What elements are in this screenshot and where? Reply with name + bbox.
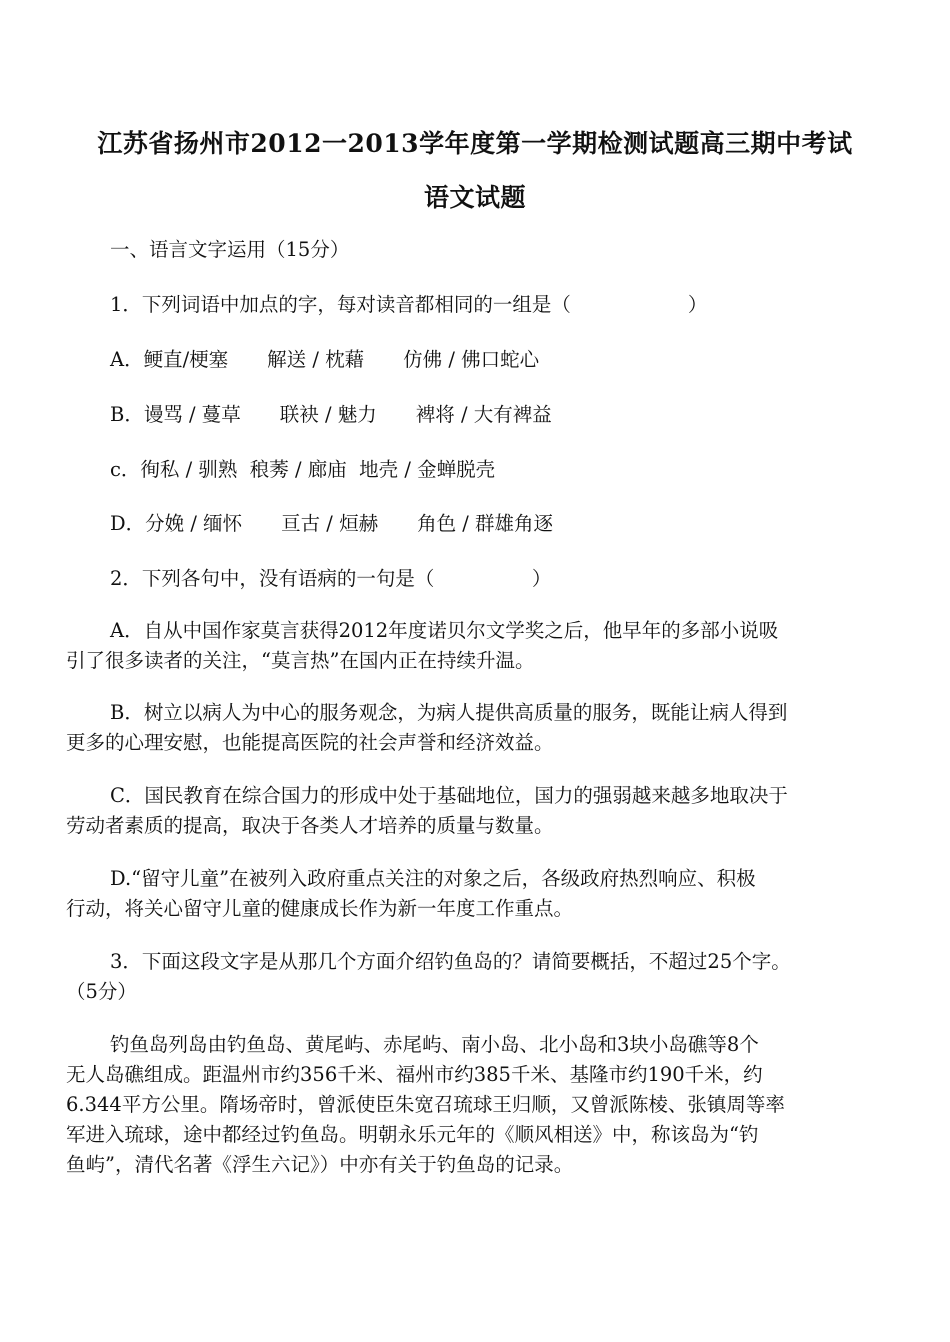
option-line: C．国民教育在综合国力的形成中处于基础地位，国力的强弱越来越多地取决于 — [110, 784, 788, 807]
question-1-stem: 1．下列词语中加点的字，每对读音都相同的一组是（ ） — [110, 293, 708, 316]
question-2-option-b — [66, 698, 875, 758]
option-line: A．自从中国作家莫言获得2012年度诺贝尔文学奖之后，他早年的多部小说吸 — [110, 619, 779, 642]
question-2-option-c — [66, 781, 875, 841]
exam-subject-title: 语文试题 — [423, 183, 526, 212]
option-line: 引了很多读者的关注，“莫言热”在国内正在持续升温。 — [66, 649, 535, 672]
question-1-option-a: A．鲠直/梗塞 解送 / 枕藉 仿佛 / 佛口蛇心 — [110, 348, 540, 371]
option-line: D.“留守儿童”在被列入政府重点关注的对象之后，各级政府热烈响应、积极 — [110, 867, 756, 890]
passage-line: 无人岛礁组成。距温州市约356千米、福州市约385千米、基隆市约190千米，约 — [66, 1063, 763, 1086]
section-heading: 一、语言文字运用（15分） — [110, 238, 350, 261]
question-line: （5分） — [66, 980, 137, 1003]
option-line: B．树立以病人为中心的服务观念，为病人提供高质量的服务，既能让病人得到 — [110, 701, 788, 724]
option-line: 更多的心理安慰，也能提高医院的社会声誉和经济效益。 — [66, 731, 554, 754]
question-2-option-d — [66, 864, 875, 924]
exam-title: 江苏省扬州市2012一2013学年度第一学期检测试题高三期中考试 — [97, 129, 853, 158]
question-1-option-d: D．分娩 / 缅怀 亘古 / 烜赫 角色 / 群雄角逐 — [110, 512, 554, 535]
question-1-option-c: c．徇私 / 驯熟 稂莠 / 廊庙 地壳 / 金蝉脱壳 — [110, 458, 496, 481]
passage-line: 钓鱼岛列岛由钓鱼岛、黄尾屿、赤尾屿、南小岛、北小岛和3块小岛礁等8个 — [110, 1033, 759, 1056]
question-line: 3．下面这段文字是从那几个方面介绍钓鱼岛的？请简要概括，不超过25个字。 — [110, 950, 791, 973]
passage-line: 军进入琉球，途中都经过钓鱼岛。明朝永乐元年的《顺风相送》中，称该岛为“钓 — [66, 1123, 759, 1146]
passage-line: 6.344平方公里。隋场帝时，曾派使臣朱宽召琉球王归顺，又曾派陈棱、张镇周等率 — [66, 1093, 785, 1116]
question-2-option-a — [66, 616, 875, 676]
option-line: 劳动者素质的提高，取决于各类人才培养的质量与数量。 — [66, 814, 554, 837]
question-1-option-b: B．谩骂 / 蔓草 联袂 / 魅力 裨将 / 大有裨益 — [110, 403, 552, 426]
question-3-stem — [66, 947, 875, 1007]
question-2-stem: 2．下列各句中，没有语病的一句是（ ） — [110, 567, 552, 590]
passage-line: 鱼屿”，清代名著《浮生六记》）中亦有关于钓鱼岛的记录。 — [66, 1153, 574, 1176]
option-line: 行动，将关心留守儿童的健康成长作为新一年度工作重点。 — [66, 897, 574, 920]
passage — [66, 1030, 875, 1180]
